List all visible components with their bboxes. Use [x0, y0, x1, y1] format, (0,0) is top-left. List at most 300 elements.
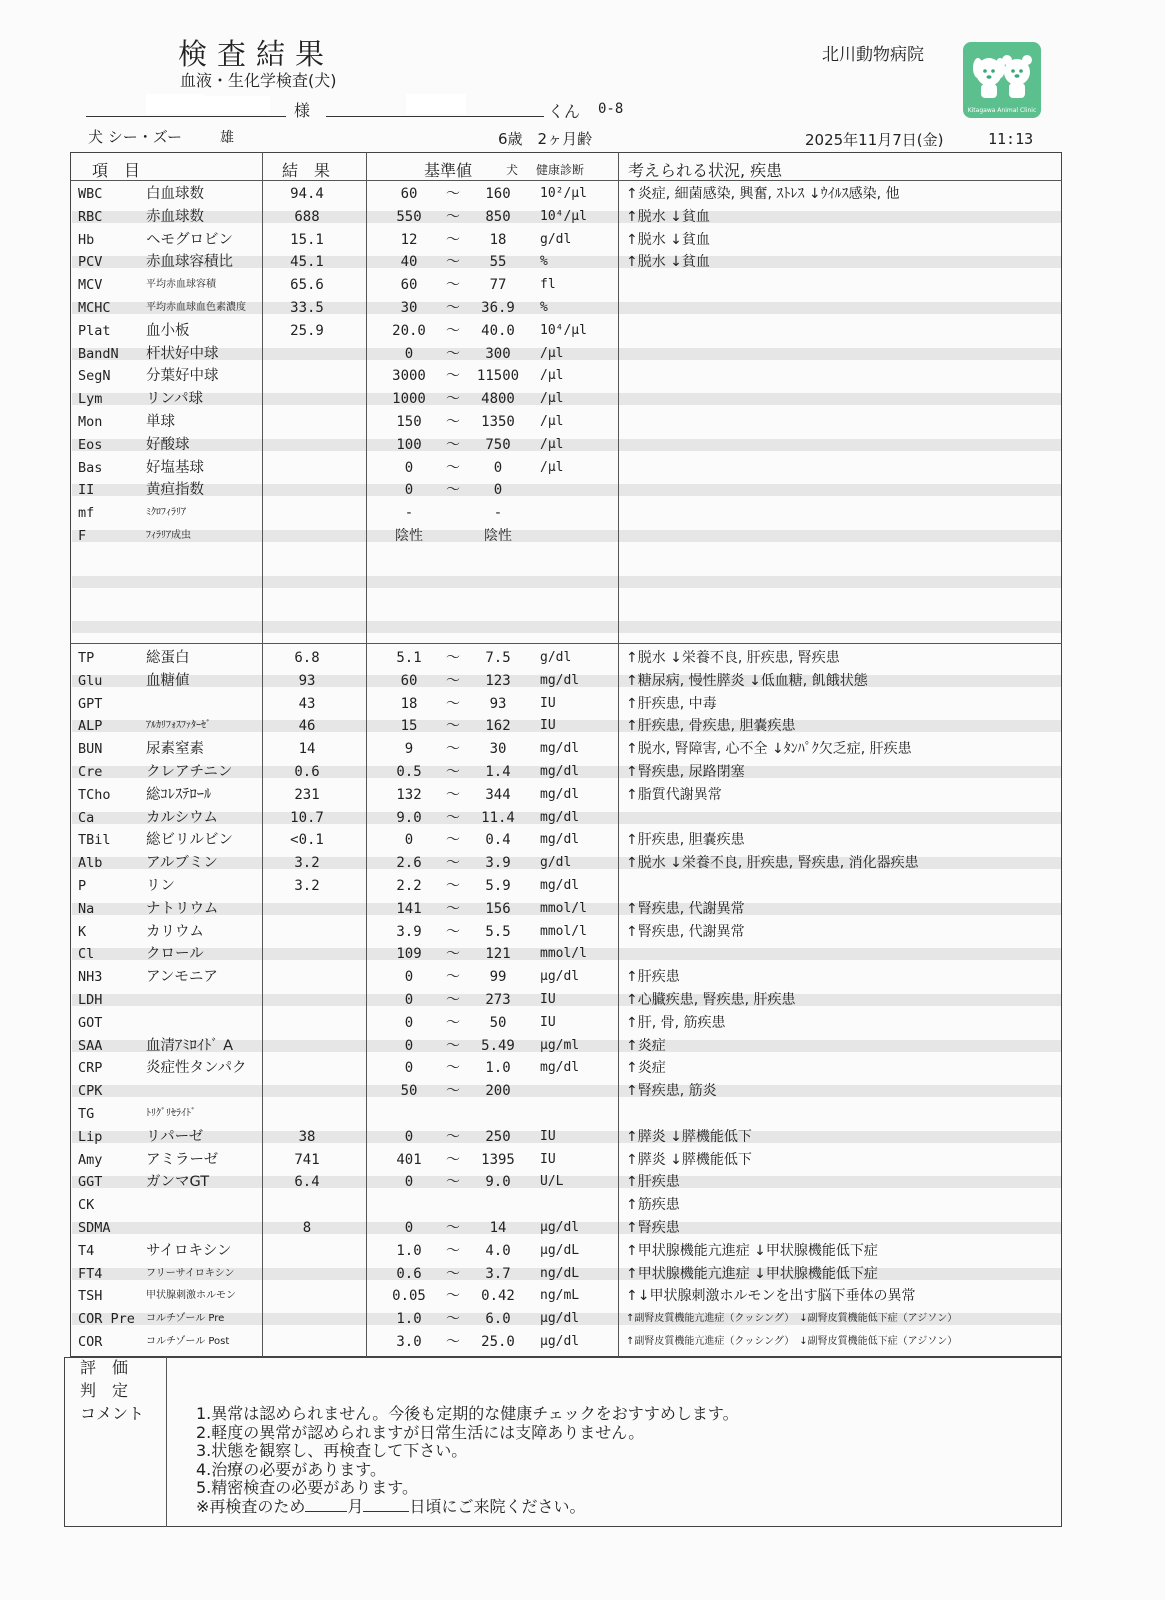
reference-high: 55: [489, 254, 507, 271]
recheck-day-blank: [363, 1511, 409, 1512]
possible-conditions: ↑炎症, 細菌感染, 興奮, ｽﾄﾚｽ ↓ｳｲﾙｽ感染, 他: [626, 186, 900, 202]
test-name: コルチゾール Post: [146, 1336, 230, 1347]
test-code: GPT: [78, 695, 103, 712]
possible-conditions: ↑脱水 ↓貧血: [626, 254, 710, 271]
test-code: Hb: [78, 231, 95, 248]
test-name: 尿素窒素: [146, 741, 204, 758]
range-separator: 〜: [446, 482, 460, 499]
test-name: クレアチニン: [146, 764, 233, 780]
evaluation-divider: [166, 1357, 167, 1527]
page-subtitle: 血液・生化学検査(犬): [180, 71, 337, 90]
reference-unit: μg/dl: [540, 1220, 580, 1235]
possible-conditions: ↑脂質代謝異常: [626, 786, 722, 803]
reference-high: 4800: [481, 391, 515, 408]
test-result: 8: [302, 1220, 312, 1236]
reference-unit: /μl: [540, 345, 564, 361]
reference-high: 200: [485, 1083, 511, 1100]
test-name: ナトリウム: [146, 900, 219, 917]
test-name: 総ビリルビン: [146, 832, 233, 849]
test-code: TSH: [78, 1288, 103, 1305]
reference-high: 300: [485, 345, 511, 362]
possible-conditions: ↑腎疾患, 筋炎: [626, 1083, 717, 1100]
label-evaluation: 評 価: [80, 1358, 129, 1377]
test-name: ﾄﾘｸﾞﾘｾﾗｲﾄﾞ: [146, 1108, 196, 1119]
test-code: PCV: [78, 254, 103, 271]
test-result: 65.6: [290, 277, 324, 294]
reference-high: 1.4: [485, 764, 511, 780]
reference-high: 160: [485, 186, 511, 202]
range-separator: 〜: [446, 900, 460, 917]
header-item: 項 目: [92, 161, 141, 180]
section-divider: [70, 643, 1062, 644]
possible-conditions: ↑副腎皮質機能亢進症（クッシング） ↓副腎皮質機能低下症（アジソン）: [626, 1336, 958, 1347]
reference-low: 0.05: [392, 1288, 426, 1305]
test-name: 血糖値: [146, 672, 190, 689]
test-name: 赤血球容積比: [146, 254, 233, 271]
range-separator: 〜: [446, 300, 460, 316]
test-result: [272, 1057, 342, 1079]
reference-unit: mg/dl: [540, 809, 580, 825]
range-separator: 〜: [446, 254, 460, 271]
test-result: 33.5: [290, 300, 324, 316]
possible-conditions: ↑↓甲状腺刺激ホルモンを出す脳下垂体の異常: [626, 1288, 916, 1305]
test-name: リンパ球: [146, 391, 203, 408]
header-reference-species: 犬: [506, 163, 519, 177]
reference-high: 250: [485, 1128, 511, 1145]
reference-high: 7.5: [485, 650, 511, 666]
test-name: 総蛋白: [146, 650, 190, 666]
test-result: [272, 1012, 342, 1034]
test-code: Lym: [78, 391, 103, 408]
reference-high: 40.0: [481, 322, 515, 339]
reference-unit: /μl: [540, 368, 564, 384]
reference-unit: mg/dl: [540, 786, 580, 802]
test-code: TG: [78, 1106, 95, 1122]
range-separator: 〜: [446, 672, 460, 689]
test-name: カルシウム: [146, 809, 218, 826]
reference-low: 150: [396, 414, 422, 430]
reference-low: 109: [396, 946, 422, 963]
possible-conditions: ↑腎疾患: [626, 1220, 680, 1236]
test-code: GOT: [78, 1014, 103, 1031]
reference-high: 0.4: [485, 832, 511, 849]
reference-low: [374, 1103, 444, 1125]
range-separator: 〜: [446, 878, 460, 894]
evaluation-option: 1.異常は認められません。今後も定期的な健康チェックをおすすめします。: [196, 1404, 739, 1423]
test-result: [272, 921, 342, 943]
test-code: COR Pre: [78, 1311, 135, 1328]
reference-unit: g/dl: [540, 650, 572, 665]
test-result: 25.9: [290, 322, 324, 339]
test-result: [272, 943, 342, 965]
range-separator: 〜: [446, 1334, 460, 1350]
test-name: アミラーゼ: [146, 1151, 219, 1168]
test-name: 好酸球: [146, 436, 190, 453]
range-separator: 〜: [446, 1151, 460, 1168]
range-separator: 〜: [446, 368, 460, 385]
test-code: COR: [78, 1334, 103, 1350]
test-result: [272, 365, 342, 387]
test-result: 45.1: [290, 254, 324, 271]
evaluation-label: [80, 1356, 144, 1425]
possible-conditions: ↑肝疾患, 骨疾患, 胆嚢疾患: [626, 718, 796, 735]
reference-low: 0: [404, 832, 414, 849]
exam-time: 11:13: [988, 130, 1034, 148]
test-name: ﾌｨﾗﾘｱ成虫: [146, 530, 191, 541]
reference-low: 0: [404, 969, 414, 986]
reference-high: [463, 1194, 533, 1216]
reference-low: 0: [404, 1220, 414, 1236]
evaluation-option: 3.状態を観察し、再検査して下さい。: [196, 1441, 468, 1460]
reference-high: 162: [485, 718, 511, 735]
reference-low: 3.0: [396, 1334, 422, 1350]
test-code: CPK: [78, 1083, 103, 1100]
reference-low: 30: [400, 300, 418, 316]
test-result: 231: [294, 786, 320, 803]
range-separator: 〜: [446, 718, 460, 735]
range-separator: 〜: [446, 764, 460, 780]
reference-high: 93: [489, 695, 507, 712]
possible-conditions: ↑副腎皮質機能亢進症（クッシング） ↓副腎皮質機能低下症（アジソン）: [626, 1313, 958, 1325]
reference-low: 0: [404, 1128, 414, 1145]
test-name: 分葉好中球: [146, 368, 219, 385]
pet-name-line: [326, 116, 544, 117]
test-code: T4: [78, 1242, 95, 1259]
reference-unit: mmol/l: [540, 900, 587, 916]
possible-conditions: ↑脱水 ↓栄養不良, 肝疾患, 腎疾患: [626, 650, 840, 666]
reference-unit: mg/dl: [540, 1060, 580, 1076]
range-separator: 〜: [446, 1174, 460, 1191]
reference-low: 18: [400, 695, 418, 712]
reference-unit: mg/dl: [540, 672, 580, 688]
reference-high: 156: [485, 900, 511, 917]
reference-unit: g/dl: [540, 855, 572, 871]
test-code: Plat: [78, 322, 111, 339]
test-name: 炎症性タンパク: [146, 1060, 247, 1077]
test-result: [272, 1035, 342, 1057]
test-result: 688: [294, 208, 320, 225]
reference-high: 5.49: [481, 1037, 515, 1054]
test-code: Cl: [78, 946, 95, 963]
species-breed: 犬 シー・ズー: [88, 128, 183, 146]
reference-low: 0: [404, 1060, 414, 1077]
test-result: [272, 343, 342, 365]
range-separator: 〜: [446, 923, 460, 940]
page-title: 検査結果: [178, 37, 335, 71]
range-separator: 〜: [446, 186, 460, 202]
possible-conditions: ↑腎疾患, 代謝異常: [626, 900, 745, 917]
reference-low: 40: [400, 254, 418, 271]
range-separator: 〜: [446, 208, 460, 225]
range-separator: 〜: [446, 459, 460, 476]
range-separator: 〜: [446, 1220, 460, 1236]
test-code: TBil: [78, 832, 111, 849]
test-result: 94.4: [290, 186, 324, 202]
reference-high: 50: [489, 1014, 507, 1031]
range-separator: 〜: [446, 391, 460, 408]
reference-high: 121: [485, 946, 511, 963]
reference-low: [374, 1194, 444, 1216]
evaluation-option: 2.軽度の異常が認められますが日常生活には支障ありません。: [196, 1422, 645, 1442]
range-separator: 〜: [446, 832, 460, 849]
redaction: [406, 94, 466, 114]
reference-low: 0: [404, 1174, 414, 1191]
test-result: 6.8: [294, 650, 320, 666]
recheck-suffix: にご来院ください。: [441, 1496, 586, 1516]
reference-unit: %: [540, 254, 548, 270]
header-reference: 基準値: [424, 161, 473, 180]
reference-unit: μg/dl: [540, 1311, 580, 1327]
possible-conditions: ↑脱水, 腎障害, 心不全 ↓ﾀﾝﾊﾟｸ欠乏症, 肝疾患: [626, 741, 912, 758]
test-code: Lip: [78, 1128, 103, 1145]
reference-low: 9: [404, 741, 414, 758]
reference-low: 0: [404, 345, 414, 362]
reference-unit: mmol/l: [540, 923, 587, 939]
header-health-check: 健康診断: [536, 163, 585, 177]
test-result: [272, 898, 342, 920]
test-name: アルブミン: [146, 855, 218, 872]
range-separator: 〜: [446, 1037, 460, 1054]
test-name: カリウム: [146, 923, 204, 940]
test-code: BUN: [78, 741, 103, 758]
header-conditions: 考えられる状況, 疾患: [628, 161, 783, 180]
test-result: 10.7: [290, 809, 324, 826]
reference-unit: ng/dL: [540, 1265, 580, 1281]
reference-unit: mg/dl: [540, 764, 580, 779]
label-comment: コメント: [80, 1404, 145, 1423]
reference-low: 50: [400, 1083, 418, 1100]
recheck-line: [196, 1498, 739, 1517]
reference-low: 3.9: [396, 923, 422, 940]
test-code: K: [78, 923, 87, 940]
test-result: [272, 411, 342, 433]
reference-low: 12: [400, 231, 418, 248]
range-separator: 〜: [446, 414, 460, 430]
reference-high: 5.9: [485, 878, 511, 894]
reference-unit: /μl: [540, 391, 564, 407]
logo-caption: Kitagawa Animal Clinic: [967, 107, 1037, 114]
reference-high: 1.0: [485, 1060, 511, 1077]
pet-sex: 雄: [220, 130, 234, 146]
reference-high: 0: [493, 459, 503, 476]
test-name: 血清ｱﾐﾛｲﾄﾞ A: [146, 1037, 234, 1054]
test-result: [272, 966, 342, 988]
test-code: mf: [78, 505, 95, 522]
test-result: [272, 1308, 342, 1330]
reference-low: 401: [396, 1151, 422, 1168]
test-code: RBC: [78, 208, 103, 225]
test-code: Eos: [78, 436, 103, 453]
reference-low: 100: [396, 436, 422, 453]
test-name: アンモニア: [146, 969, 218, 986]
test-code: SAA: [78, 1037, 103, 1054]
reference-unit: μg/dL: [540, 1242, 580, 1258]
reference-unit: IU: [540, 1014, 556, 1030]
reference-high: 25.0: [481, 1334, 515, 1350]
range-separator: 〜: [446, 1083, 460, 1100]
reference-unit: μg/dl: [540, 969, 580, 985]
test-name: ｱﾙｶﾘﾌｫｽﾌｧﾀｰｾﾞ: [146, 720, 211, 732]
range-separator: 〜: [446, 345, 460, 362]
possible-conditions: ↑脱水 ↓貧血: [626, 208, 710, 225]
reference-unit: /μl: [540, 414, 564, 429]
test-result: [272, 1285, 342, 1307]
test-result: [272, 388, 342, 410]
reference-unit: IU: [540, 718, 556, 734]
test-result: [272, 1194, 342, 1216]
test-name: 平均赤血球血色素濃度: [146, 302, 246, 313]
reference-high: 6.0: [485, 1311, 511, 1328]
reference-high: [463, 1103, 533, 1125]
test-code: TCho: [78, 786, 111, 803]
test-name: 黄疸指数: [146, 482, 204, 499]
test-result: [272, 1263, 342, 1285]
test-code: Cre: [78, 764, 103, 780]
range-separator: 〜: [446, 436, 460, 453]
range-separator: 〜: [446, 231, 460, 248]
owner-honorific: 様: [294, 101, 311, 120]
test-result: <0.1: [290, 832, 324, 849]
reference-unit: IU: [540, 1128, 556, 1144]
test-result: 3.2: [294, 878, 320, 894]
possible-conditions: ↑甲状腺機能亢進症 ↓甲状腺機能低下症: [626, 1242, 878, 1259]
reference-low: 60: [400, 277, 418, 294]
range-separator: 〜: [446, 786, 460, 803]
reference-high: 123: [485, 672, 511, 689]
reference-unit: mg/dl: [540, 741, 580, 757]
test-name: サイロキシン: [146, 1242, 232, 1259]
reference-high: 11.4: [481, 809, 515, 826]
reference-low: 2.6: [396, 855, 422, 872]
possible-conditions: ↑肝, 骨, 筋疾患: [626, 1014, 726, 1031]
test-result: 38: [298, 1128, 316, 1145]
reference-high: 陰性: [484, 528, 512, 544]
exam-date: 2025年11月7日(金): [805, 131, 944, 149]
column-divider: [262, 152, 263, 1357]
reference-unit: g/dl: [540, 231, 572, 247]
test-code: GGT: [78, 1174, 103, 1191]
reference-low: 0: [404, 1014, 414, 1031]
range-separator: 〜: [446, 1242, 460, 1259]
test-code: ALP: [78, 718, 103, 735]
reference-low: 1.0: [396, 1242, 422, 1259]
redaction: [196, 96, 270, 114]
test-name: リパーゼ: [146, 1128, 204, 1145]
test-name: 総ｺﾚｽﾃﾛｰﾙ: [146, 786, 212, 803]
range-separator: 〜: [446, 1128, 460, 1145]
reference-high: 1350: [481, 414, 515, 430]
reference-low: 15: [400, 718, 418, 735]
reference-high: 344: [485, 786, 511, 803]
range-separator: 〜: [446, 1265, 460, 1282]
reference-low: 5.1: [396, 650, 422, 666]
test-code: II: [78, 482, 95, 499]
reference-low: 20.0: [392, 322, 426, 339]
possible-conditions: ↑肝疾患, 胆嚢疾患: [626, 832, 745, 849]
test-result: 43: [298, 695, 316, 712]
reference-high: 0: [493, 482, 503, 499]
reference-high: 0.42: [481, 1288, 515, 1305]
test-result: 6.4: [294, 1174, 320, 1191]
test-name: 血小板: [146, 322, 190, 339]
reference-high: 36.9: [481, 300, 515, 316]
range-separator: 〜: [446, 1288, 460, 1305]
reference-unit: U/L: [540, 1174, 564, 1190]
test-code: Mon: [78, 414, 103, 430]
reference-high: -: [493, 505, 503, 522]
possible-conditions: ↑筋疾患: [626, 1197, 680, 1214]
possible-conditions: ↑膵炎 ↓膵機能低下: [626, 1128, 752, 1145]
possible-conditions: ↑糖尿病, 慢性膵炎 ↓低血糖, 飢餓状態: [626, 672, 868, 689]
test-code: Na: [78, 900, 95, 917]
reference-low: 132: [396, 786, 422, 803]
reference-low: 0.6: [396, 1265, 422, 1282]
reference-low: 60: [400, 186, 418, 202]
test-result: 3.2: [294, 855, 320, 872]
reference-low: 1000: [392, 391, 426, 408]
test-result: 93: [298, 672, 316, 689]
test-code: Glu: [78, 672, 103, 689]
recheck-month-blank: [305, 1511, 347, 1512]
range-separator: 〜: [446, 1311, 460, 1328]
reference-low: 陰性: [395, 528, 423, 544]
possible-conditions: ↑炎症: [626, 1060, 666, 1077]
reference-unit: μg/dl: [540, 1334, 580, 1349]
reference-high: 99: [489, 969, 507, 986]
test-result: [272, 989, 342, 1011]
test-name: 単球: [146, 414, 175, 430]
reference-high: 11500: [476, 368, 520, 385]
reference-unit: ng/mL: [540, 1288, 580, 1304]
test-result: [272, 525, 342, 547]
header-divider: [70, 180, 1062, 181]
test-code: LDH: [78, 992, 103, 1008]
test-code: Bas: [78, 459, 103, 476]
range-separator: 〜: [446, 1014, 460, 1031]
test-code: P: [78, 878, 87, 894]
test-result: [272, 502, 342, 524]
pet-age: 6歳 2ヶ月齢: [498, 130, 593, 148]
reference-high: 3.7: [485, 1265, 511, 1282]
test-name: 平均赤血球容積: [146, 279, 216, 291]
test-result: 15.1: [290, 231, 324, 248]
reference-low: 0: [404, 482, 414, 499]
test-code: WBC: [78, 186, 103, 202]
range-separator: 〜: [446, 277, 460, 294]
reference-high: 1395: [481, 1151, 515, 1168]
test-code: CRP: [78, 1060, 103, 1077]
reference-high: 3.9: [485, 855, 511, 872]
test-result: 741: [294, 1151, 320, 1168]
reference-low: 0: [404, 1037, 414, 1054]
test-name: ﾐｸﾛﾌｨﾗﾘｱ: [146, 507, 186, 519]
reference-unit: mg/dl: [540, 832, 580, 848]
range-separator: 〜: [446, 695, 460, 712]
reference-high: 18: [489, 231, 507, 248]
label-judgement: 判 定: [80, 1381, 129, 1400]
reference-unit: IU: [540, 1151, 556, 1167]
reference-low: -: [404, 505, 414, 522]
reference-low: 2.2: [396, 878, 422, 894]
test-code: BandN: [78, 345, 119, 362]
reference-low: 0.5: [396, 764, 422, 780]
reference-low: 1.0: [396, 1311, 422, 1328]
test-name: 杆状好中球: [146, 345, 219, 362]
test-name: フリーサイロキシン: [146, 1267, 235, 1279]
reference-high: 5.5: [485, 923, 511, 940]
reference-low: 0: [404, 459, 414, 476]
test-code: NH3: [78, 969, 103, 986]
